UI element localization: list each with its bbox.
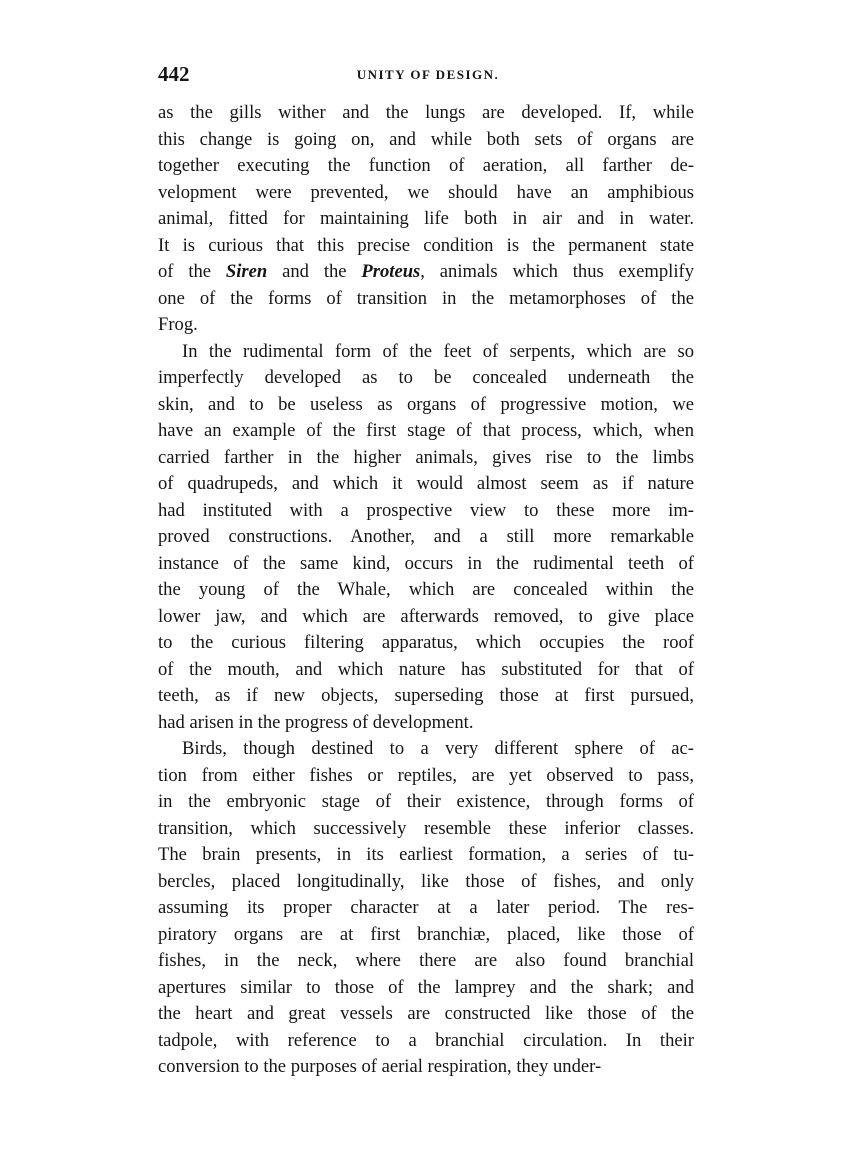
text-line: assuming its proper character at a later period. The res- [158,897,694,918]
text-line: piratory organs are at first branchiæ, placed, like those of [158,923,694,945]
text-line: one of the forms of transition in the metamorphoses of the [158,287,694,309]
text-line: in the embryonic stage of their existence, through forms of [158,791,694,812]
text-line: Birds, though destined to a very different sphere of ac- [182,738,694,759]
text-line: the heart and great vessels are constructed like those of the [158,1003,694,1024]
body-text [158,100,694,1081]
text-line: It is curious that this precise condition is the permanent state [158,234,694,256]
paragraph [158,339,694,737]
text-line: tion from either fishes or reptiles, are yet observed to pass, [158,764,694,786]
text-line: In the rudimental form of the feet of serpents, which are so [182,340,694,362]
paragraph [158,100,694,339]
text-line: this change is going on, and while both sets of organs are [158,128,694,150]
text-line: together executing the function of aeration, all farther de- [158,155,694,176]
text-line: lower jaw, and which are afterwards removed, to give place [158,605,694,627]
text-line: velopment were prevented, we should have an amphibious [158,181,694,203]
text-line: have an example of the first stage of that process, which, when [158,420,694,441]
text-line: teeth, as if new objects, superseding those at first pursued, [158,685,694,706]
text-line: had instituted with a prospective view to these more im- [158,499,694,521]
text-line: animal, fitted for maintaining life both in air and in water. [158,208,694,229]
text-line: conversion to the purposes of aerial respiration, they under- [158,1056,602,1077]
text-line: Frog. [158,314,198,335]
text-line: proved constructions. Another, and a still more remarkable [158,526,694,547]
text-line: the young of the Whale, which are concealed within the [158,579,694,600]
running-head [158,62,698,92]
text-line: fishes, in the neck, where there are also found branchial [158,950,694,971]
text-line: of the Siren and the Proteus, animals which thus exemplify [158,261,694,282]
text-line: as the gills wither and the lungs are developed. If, while [158,102,694,123]
text-line: imperfectly developed as to be concealed underneath the [158,367,694,388]
text-line: skin, and to be useless as organs of progressive motion, we [158,393,694,415]
page-number: 442 [158,62,190,86]
text-line: carried farther in the higher animals, gives rise to the limbs [158,446,694,468]
text-line: to the curious filtering apparatus, which occupies the roof [158,632,694,653]
text-line: bercles, placed longitudinally, like those of fishes, and only [158,870,694,892]
text-line: of quadrupeds, and which it would almost seem as if nature [158,473,694,494]
text-line: of the mouth, and which nature has substituted for that of [158,658,694,680]
text-line: apertures similar to those of the lamprey and the shark; and [158,976,694,998]
text-line: tadpole, with reference to a branchial circulation. In their [158,1029,694,1051]
text-line: transition, which successively resemble these inferior classes. [158,817,694,839]
text-line: instance of the same kind, occurs in the rudimental teeth of [158,552,694,574]
running-title: UNITY OF DESIGN. [356,67,500,82]
paragraph [158,736,694,1081]
text-line: had arisen in the progress of development. [158,711,474,733]
text-line: The brain presents, in its earliest formation, a series of tu- [158,844,694,865]
